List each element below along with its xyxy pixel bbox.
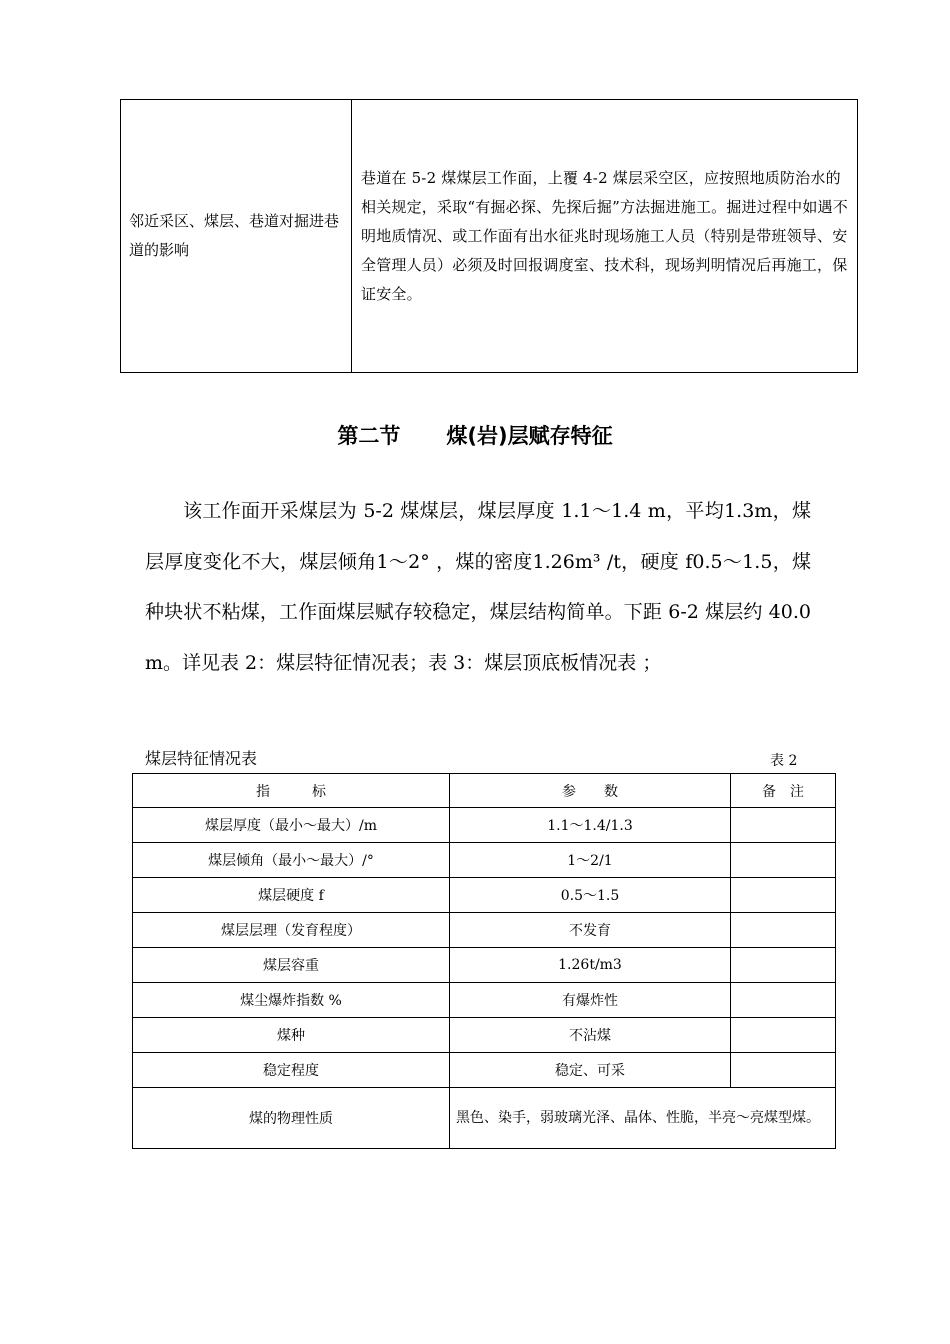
row-value: 不沾煤: [450, 1018, 731, 1053]
influence-label: 邻近采区、煤层、巷道对掘进巷道的影响: [121, 100, 352, 373]
row-remark: [731, 948, 836, 983]
influence-table: [120, 99, 858, 373]
section-number: 第二节: [337, 424, 401, 448]
table-number: 表 2: [770, 753, 798, 769]
row-indicator: 煤层厚度（最小～最大）/m: [133, 808, 450, 843]
row-indicator: 煤的物理性质: [133, 1088, 450, 1149]
row-value: 不发育: [450, 913, 731, 948]
row-indicator: 稳定程度: [133, 1053, 450, 1088]
row-value: 有爆炸性: [450, 983, 731, 1018]
row-indicator: 煤层硬度 f: [133, 878, 450, 913]
row-value: 黑色、染手，弱玻璃光泽、晶体、性脆，半亮～亮煤型煤。: [450, 1088, 836, 1149]
coal-seam-characteristics-table: [132, 773, 836, 1149]
section-heading: [0, 420, 950, 450]
row-value: 1～2/1: [450, 843, 731, 878]
row-value: 1.1～1.4/1.3: [450, 808, 731, 843]
row-remark: [731, 983, 836, 1018]
body-paragraph-block: [145, 486, 811, 688]
header-parameter: 参 数: [450, 774, 731, 808]
table-row: [133, 843, 836, 878]
row-value: 稳定、可采: [450, 1053, 731, 1088]
row-indicator: 煤尘爆炸指数 %: [133, 983, 450, 1018]
header-remark: 备 注: [731, 774, 836, 808]
table-row: [133, 913, 836, 948]
section-title: 煤(岩)层赋存特征: [446, 424, 613, 448]
table-row: [133, 808, 836, 843]
row-indicator: 煤层层理（发育程度）: [133, 913, 450, 948]
table-row: [133, 983, 836, 1018]
row-indicator: 煤种: [133, 1018, 450, 1053]
body-paragraph: 该工作面开采煤层为 5-2 煤煤层，煤层厚度 1.1～1.4 m，平均1.3m，煤层厚度变化不大，煤层倾角1～2° ，煤的密度1.26m³ /t，硬度 f0.5～1.5，煤种块状不粘煤，工作面煤层赋存较稳定，煤层结构简单。下距 6-2 煤层约 40.0 m。详见表 2：煤层特征情况表；表 3：煤层顶底板情况表 ；: [145, 500, 811, 674]
table-row: [133, 1088, 836, 1149]
row-indicator: 煤层容重: [133, 948, 450, 983]
row-remark: [731, 1053, 836, 1088]
row-remark: [731, 843, 836, 878]
row-remark: [731, 1018, 836, 1053]
row-value: 1.26t/m3: [450, 948, 731, 983]
table-row: [133, 948, 836, 983]
influence-content: 巷道在 5-2 煤煤层工作面，上覆 4-2 煤层采空区，应按照地质防治水的相关规定，采取“有掘必探、先探后掘”方法掘进施工。掘进过程中如遇不明地质情况、或工作面有出水征兆时现场施工人员（特别是带班领导、安全管理人员）必须及时回报调度室、技术科，现场判明情况后再施工，保证安全。: [352, 100, 858, 373]
table-row: [133, 878, 836, 913]
row-indicator: 煤层倾角（最小～最大）/°: [133, 843, 450, 878]
row-remark: [731, 878, 836, 913]
row-remark: [731, 808, 836, 843]
row-remark: [731, 913, 836, 948]
header-indicator: 指 标: [133, 774, 450, 808]
table-caption: 煤层特征情况表: [145, 749, 258, 768]
table-row: [133, 1018, 836, 1053]
table-header-row: [133, 774, 836, 808]
row-value: 0.5～1.5: [450, 878, 731, 913]
table-row: [133, 1053, 836, 1088]
